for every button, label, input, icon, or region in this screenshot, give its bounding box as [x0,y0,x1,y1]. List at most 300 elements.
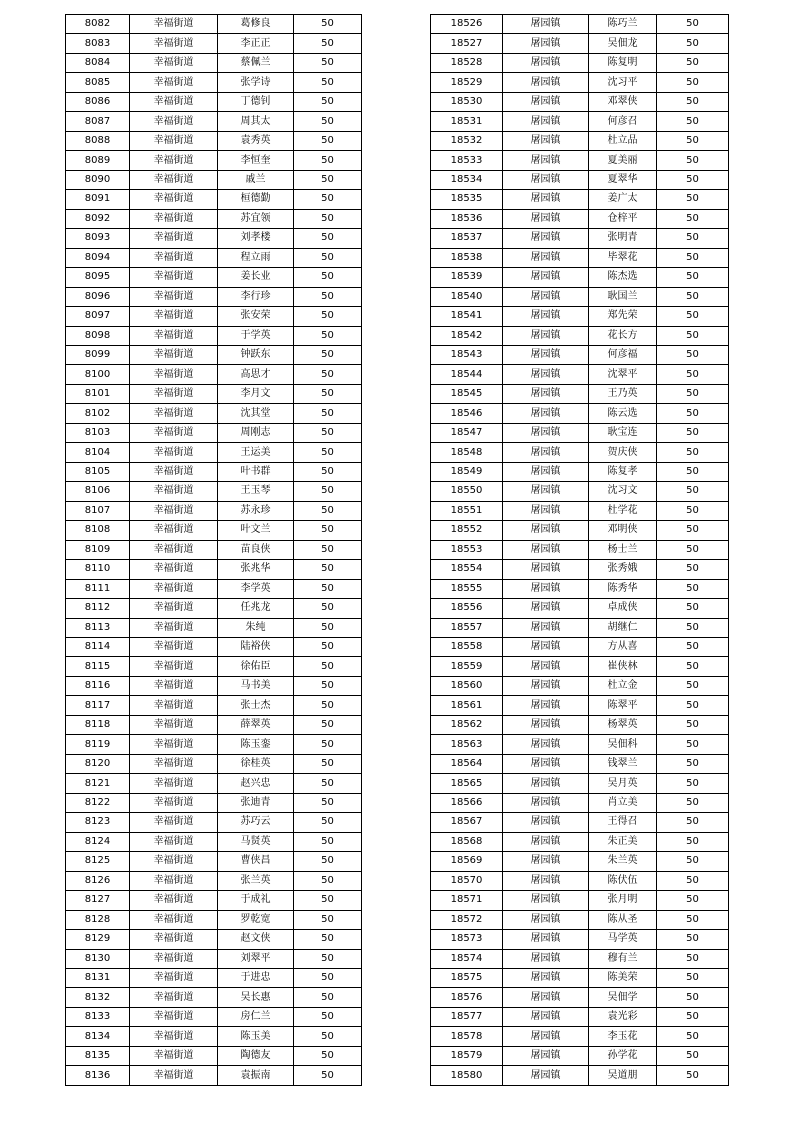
serial-number-cell: 8095 [66,268,130,287]
name-cell: 李恒奎 [218,151,294,170]
name-cell: 花长方 [589,326,657,345]
name-cell: 杨翠英 [589,715,657,734]
serial-number-cell: 8082 [66,15,130,34]
district-cell: 屠园镇 [503,462,589,481]
serial-number-cell: 8132 [66,988,130,1007]
amount-cell: 50 [294,618,362,637]
name-cell: 陈美荣 [589,968,657,987]
table-row [66,287,362,306]
name-cell: 徐桂英 [218,754,294,773]
amount-cell: 50 [294,813,362,832]
table-row [431,190,729,209]
amount-cell: 50 [657,462,729,481]
name-cell: 杜立金 [589,676,657,695]
table-row [431,910,729,929]
name-cell: 蔡佩兰 [218,53,294,72]
name-cell: 马贤英 [218,832,294,851]
district-cell: 幸福街道 [130,1066,218,1085]
serial-number-cell: 8115 [66,657,130,676]
name-cell: 肖立美 [589,793,657,812]
district-cell: 屠园镇 [503,404,589,423]
amount-cell: 50 [294,1027,362,1046]
table-row [66,949,362,968]
amount-cell: 50 [657,560,729,579]
name-cell: 张兆华 [218,560,294,579]
amount-cell: 50 [657,131,729,150]
table-row [431,423,729,442]
amount-cell: 50 [294,930,362,949]
amount-cell: 50 [294,1007,362,1026]
table-row [431,599,729,618]
amount-cell: 50 [657,73,729,92]
name-cell: 陈秀华 [589,579,657,598]
amount-cell: 50 [657,696,729,715]
amount-cell: 50 [657,423,729,442]
serial-number-cell: 18529 [431,73,503,92]
serial-number-cell: 8096 [66,287,130,306]
serial-number-cell: 8123 [66,813,130,832]
district-cell: 屠园镇 [503,696,589,715]
amount-cell: 50 [294,988,362,1007]
district-cell: 幸福街道 [130,443,218,462]
serial-number-cell: 8128 [66,910,130,929]
table-row [66,1046,362,1065]
name-cell: 张学诗 [218,73,294,92]
name-cell: 陈伏伍 [589,871,657,890]
name-cell: 马学英 [589,930,657,949]
serial-number-cell: 8089 [66,151,130,170]
amount-cell: 50 [294,248,362,267]
amount-cell: 50 [294,443,362,462]
serial-number-cell: 8109 [66,540,130,559]
amount-cell: 50 [657,190,729,209]
name-cell: 陈杰选 [589,268,657,287]
table-row [66,1027,362,1046]
amount-cell: 50 [294,579,362,598]
table-row [66,501,362,520]
district-cell: 幸福街道 [130,365,218,384]
district-cell: 幸福街道 [130,229,218,248]
district-cell: 幸福街道 [130,384,218,403]
name-cell: 钟跃东 [218,345,294,364]
name-cell: 张月明 [589,891,657,910]
district-cell: 幸福街道 [130,657,218,676]
district-cell: 幸福街道 [130,1007,218,1026]
amount-cell: 50 [294,735,362,754]
serial-number-cell: 18553 [431,540,503,559]
table-row [66,229,362,248]
table-row [431,501,729,520]
district-cell: 屠园镇 [503,34,589,53]
amount-cell: 50 [294,287,362,306]
district-cell: 幸福街道 [130,15,218,34]
serial-number-cell: 8111 [66,579,130,598]
name-cell: 姜长业 [218,268,294,287]
amount-cell: 50 [657,968,729,987]
table-row [431,307,729,326]
name-cell: 张明青 [589,229,657,248]
amount-cell: 50 [657,501,729,520]
amount-cell: 50 [294,638,362,657]
serial-number-cell: 18573 [431,930,503,949]
table-row [431,443,729,462]
amount-cell: 50 [294,15,362,34]
name-cell: 刘孝楼 [218,229,294,248]
serial-number-cell: 8091 [66,190,130,209]
serial-number-cell: 8105 [66,462,130,481]
table-row [431,73,729,92]
amount-cell: 50 [294,715,362,734]
serial-number-cell: 8098 [66,326,130,345]
table-row [66,404,362,423]
amount-cell: 50 [657,832,729,851]
serial-number-cell: 18543 [431,345,503,364]
roster-table-right [430,14,729,1086]
name-cell: 桓德勤 [218,190,294,209]
district-cell: 屠园镇 [503,657,589,676]
amount-cell: 50 [657,248,729,267]
table-row [66,832,362,851]
district-cell: 屠园镇 [503,949,589,968]
serial-number-cell: 18579 [431,1046,503,1065]
amount-cell: 50 [294,462,362,481]
district-cell: 幸福街道 [130,793,218,812]
amount-cell: 50 [657,852,729,871]
district-cell: 幸福街道 [130,813,218,832]
name-cell: 李行珍 [218,287,294,306]
serial-number-cell: 8116 [66,676,130,695]
serial-number-cell: 18528 [431,53,503,72]
amount-cell: 50 [294,229,362,248]
name-cell: 李正正 [218,34,294,53]
district-cell: 屠园镇 [503,268,589,287]
serial-number-cell: 8094 [66,248,130,267]
table-row [431,209,729,228]
name-cell: 朱纯 [218,618,294,637]
serial-number-cell: 18565 [431,774,503,793]
serial-number-cell: 18564 [431,754,503,773]
serial-number-cell: 18542 [431,326,503,345]
district-cell: 幸福街道 [130,190,218,209]
table-row [431,248,729,267]
district-cell: 幸福街道 [130,209,218,228]
serial-number-cell: 18560 [431,676,503,695]
table-row [66,209,362,228]
name-cell: 苗良侠 [218,540,294,559]
district-cell: 屠园镇 [503,968,589,987]
district-cell: 幸福街道 [130,988,218,1007]
district-cell: 屠园镇 [503,813,589,832]
district-cell: 屠园镇 [503,579,589,598]
name-cell: 沈其堂 [218,404,294,423]
amount-cell: 50 [657,1027,729,1046]
amount-cell: 50 [657,676,729,695]
table-row [431,268,729,287]
name-cell: 于学英 [218,326,294,345]
amount-cell: 50 [294,423,362,442]
serial-number-cell: 8114 [66,638,130,657]
table-row [66,326,362,345]
serial-number-cell: 8127 [66,891,130,910]
serial-number-cell: 18580 [431,1066,503,1085]
table-row [431,34,729,53]
name-cell: 高思才 [218,365,294,384]
amount-cell: 50 [294,268,362,287]
amount-cell: 50 [657,53,729,72]
district-cell: 屠园镇 [503,326,589,345]
name-cell: 夏美丽 [589,151,657,170]
amount-cell: 50 [657,793,729,812]
district-cell: 幸福街道 [130,891,218,910]
name-cell: 陈玉美 [218,1027,294,1046]
serial-number-cell: 18559 [431,657,503,676]
amount-cell: 50 [294,365,362,384]
district-cell: 幸福街道 [130,930,218,949]
name-cell: 任兆龙 [218,599,294,618]
amount-cell: 50 [294,891,362,910]
name-cell: 赵文侠 [218,930,294,949]
amount-cell: 50 [657,754,729,773]
district-cell: 屠园镇 [503,521,589,540]
roster-table-body [431,15,729,1086]
district-cell: 屠园镇 [503,209,589,228]
district-cell: 屠园镇 [503,540,589,559]
table-row [431,384,729,403]
serial-number-cell: 8118 [66,715,130,734]
amount-cell: 50 [657,151,729,170]
name-cell: 叶书群 [218,462,294,481]
table-row [66,190,362,209]
name-cell: 赵兴忠 [218,774,294,793]
amount-cell: 50 [294,482,362,501]
name-cell: 胡继仁 [589,618,657,637]
amount-cell: 50 [294,676,362,695]
serial-number-cell: 18568 [431,832,503,851]
table-row [66,15,362,34]
serial-number-cell: 8121 [66,774,130,793]
name-cell: 王乃英 [589,384,657,403]
serial-number-cell: 18570 [431,871,503,890]
serial-number-cell: 18538 [431,248,503,267]
amount-cell: 50 [294,151,362,170]
serial-number-cell: 8135 [66,1046,130,1065]
serial-number-cell: 8133 [66,1007,130,1026]
district-cell: 幸福街道 [130,501,218,520]
amount-cell: 50 [657,307,729,326]
serial-number-cell: 18540 [431,287,503,306]
district-cell: 屠园镇 [503,229,589,248]
table-row [431,1027,729,1046]
amount-cell: 50 [657,209,729,228]
serial-number-cell: 8107 [66,501,130,520]
table-row [66,248,362,267]
table-row [66,1066,362,1085]
serial-number-cell: 18554 [431,560,503,579]
district-cell: 幸福街道 [130,1046,218,1065]
name-cell: 苏宜领 [218,209,294,228]
serial-number-cell: 8102 [66,404,130,423]
serial-number-cell: 8113 [66,618,130,637]
amount-cell: 50 [294,696,362,715]
name-cell: 王得召 [589,813,657,832]
table-row [431,1046,729,1065]
district-cell: 屠园镇 [503,170,589,189]
serial-number-cell: 18536 [431,209,503,228]
amount-cell: 50 [294,404,362,423]
district-cell: 幸福街道 [130,268,218,287]
amount-cell: 50 [657,774,729,793]
amount-cell: 50 [657,891,729,910]
table-row [66,793,362,812]
amount-cell: 50 [657,930,729,949]
amount-cell: 50 [294,910,362,929]
table-row [431,852,729,871]
name-cell: 朱正美 [589,832,657,851]
name-cell: 薛翠英 [218,715,294,734]
district-cell: 幸福街道 [130,676,218,695]
amount-cell: 50 [657,345,729,364]
name-cell: 耿国兰 [589,287,657,306]
name-cell: 吴佃科 [589,735,657,754]
name-cell: 徐佑臣 [218,657,294,676]
serial-number-cell: 8086 [66,92,130,111]
district-cell: 幸福街道 [130,404,218,423]
district-cell: 屠园镇 [503,53,589,72]
table-row [66,384,362,403]
serial-number-cell: 8085 [66,73,130,92]
name-cell: 姜广太 [589,190,657,209]
serial-number-cell: 8097 [66,307,130,326]
name-cell: 崔侠林 [589,657,657,676]
amount-cell: 50 [294,384,362,403]
serial-number-cell: 8131 [66,968,130,987]
district-cell: 幸福街道 [130,696,218,715]
district-cell: 屠园镇 [503,190,589,209]
table-row [66,131,362,150]
serial-number-cell: 18567 [431,813,503,832]
table-row [431,482,729,501]
name-cell: 卓成侠 [589,599,657,618]
amount-cell: 50 [657,326,729,345]
table-row [431,774,729,793]
table-row [431,949,729,968]
table-row [66,1007,362,1026]
table-row [66,307,362,326]
district-cell: 屠园镇 [503,1007,589,1026]
district-cell: 屠园镇 [503,307,589,326]
table-row [66,599,362,618]
table-row [431,112,729,131]
table-row [66,365,362,384]
name-cell: 杜立品 [589,131,657,150]
table-row [66,891,362,910]
district-cell: 屠园镇 [503,131,589,150]
table-row [66,618,362,637]
district-cell: 幸福街道 [130,1027,218,1046]
district-cell: 幸福街道 [130,151,218,170]
table-row [66,676,362,695]
amount-cell: 50 [657,521,729,540]
table-row [66,852,362,871]
serial-number-cell: 8083 [66,34,130,53]
district-cell: 屠园镇 [503,112,589,131]
table-row [66,715,362,734]
amount-cell: 50 [294,53,362,72]
name-cell: 耿宝连 [589,423,657,442]
table-row [66,696,362,715]
name-cell: 张迪青 [218,793,294,812]
amount-cell: 50 [657,92,729,111]
serial-number-cell: 18561 [431,696,503,715]
name-cell: 马书美 [218,676,294,695]
district-cell: 屠园镇 [503,774,589,793]
table-row [431,170,729,189]
serial-number-cell: 18544 [431,365,503,384]
name-cell: 邓翠侠 [589,92,657,111]
table-row [66,968,362,987]
serial-number-cell: 8130 [66,949,130,968]
serial-number-cell: 18549 [431,462,503,481]
table-row [66,92,362,111]
table-row [431,638,729,657]
amount-cell: 50 [294,949,362,968]
district-cell: 幸福街道 [130,73,218,92]
amount-cell: 50 [657,715,729,734]
amount-cell: 50 [294,131,362,150]
amount-cell: 50 [294,73,362,92]
name-cell: 陆裕侠 [218,638,294,657]
district-cell: 幸福街道 [130,53,218,72]
serial-number-cell: 8124 [66,832,130,851]
table-row [66,482,362,501]
serial-number-cell: 18556 [431,599,503,618]
serial-number-cell: 8129 [66,930,130,949]
district-cell: 幸福街道 [130,754,218,773]
amount-cell: 50 [657,657,729,676]
table-row [66,774,362,793]
name-cell: 朱兰英 [589,852,657,871]
amount-cell: 50 [657,229,729,248]
name-cell: 陈从圣 [589,910,657,929]
amount-cell: 50 [657,871,729,890]
district-cell: 幸福街道 [130,852,218,871]
table-row [431,53,729,72]
amount-cell: 50 [657,34,729,53]
name-cell: 李玉花 [589,1027,657,1046]
amount-cell: 50 [657,404,729,423]
amount-cell: 50 [294,326,362,345]
serial-number-cell: 8125 [66,852,130,871]
district-cell: 幸福街道 [130,521,218,540]
serial-number-cell: 8092 [66,209,130,228]
amount-cell: 50 [294,793,362,812]
district-cell: 幸福街道 [130,307,218,326]
amount-cell: 50 [657,910,729,929]
serial-number-cell: 18576 [431,988,503,1007]
district-cell: 屠园镇 [503,92,589,111]
table-row [431,930,729,949]
table-row [431,793,729,812]
serial-number-cell: 18577 [431,1007,503,1026]
amount-cell: 50 [294,1066,362,1085]
table-row [66,930,362,949]
amount-cell: 50 [657,170,729,189]
amount-cell: 50 [657,638,729,657]
name-cell: 钱翠兰 [589,754,657,773]
name-cell: 苏永珍 [218,501,294,520]
serial-number-cell: 8108 [66,521,130,540]
table-row [431,735,729,754]
